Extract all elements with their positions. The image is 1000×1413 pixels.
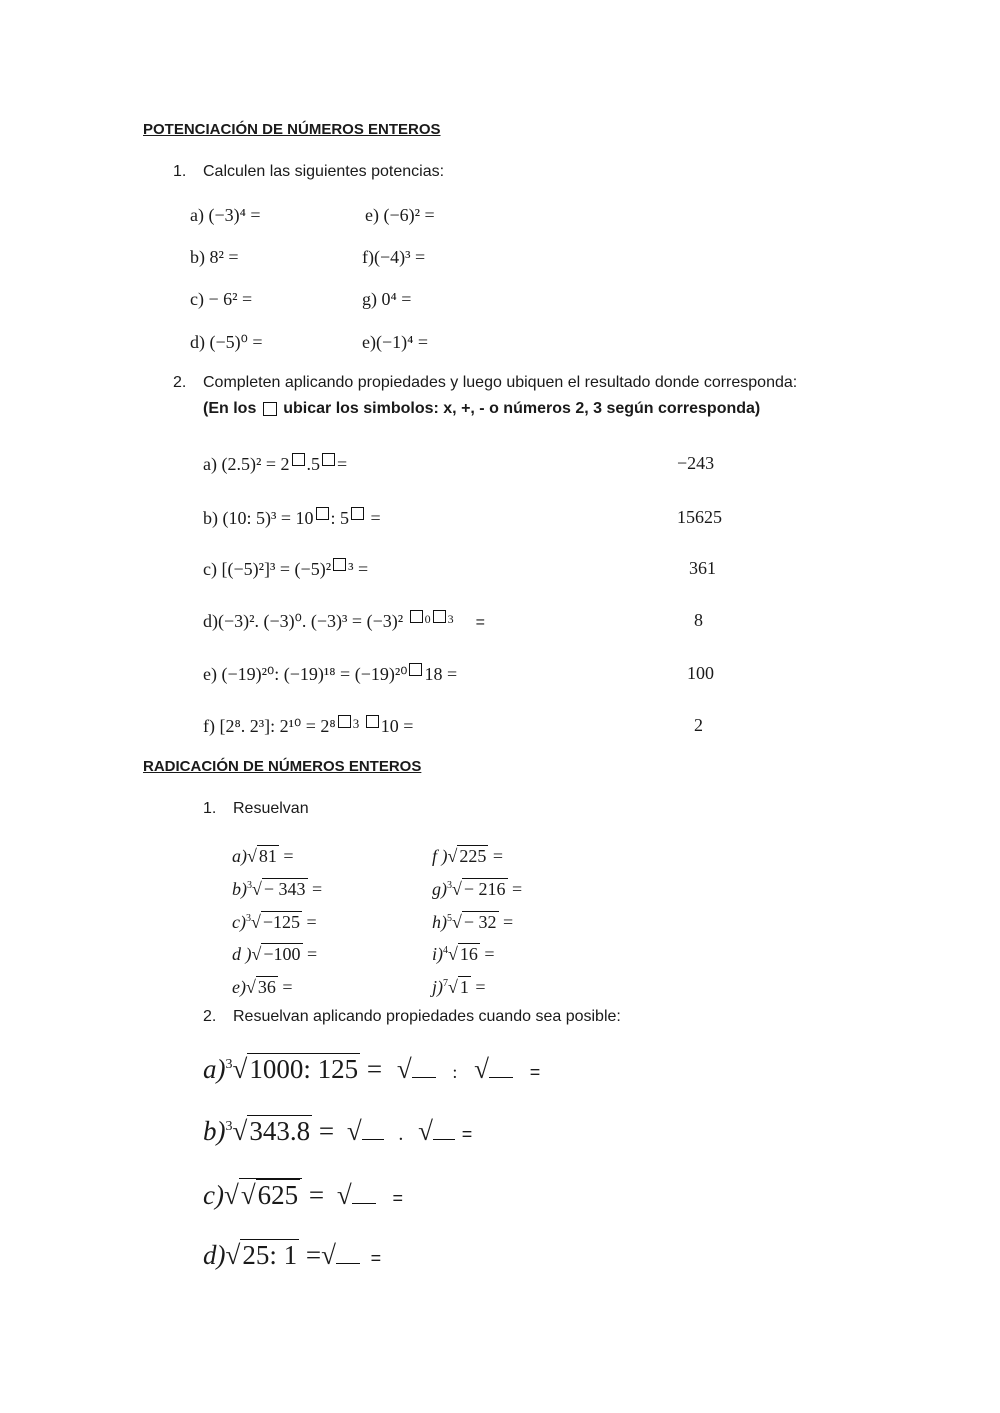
q2-item-a-lhs: a) (2.5)² = 2	[203, 454, 290, 474]
q2-item-b-mid: : 5	[330, 508, 350, 528]
q2-item-d-exp0: 0	[424, 612, 431, 626]
answer-1: −243	[677, 453, 715, 473]
root-index: 3	[245, 913, 251, 924]
blank-box[interactable]	[333, 558, 346, 571]
r1-item-i: i)$^4$√ 16 =	[432, 944, 495, 964]
root-index: 7	[443, 978, 448, 989]
q2-item-d-eq: =	[475, 614, 485, 631]
r2-text: Resuelvan aplicando propiedades cuando sea posible:	[233, 1008, 621, 1025]
q2-item-f-exp3: 3	[352, 716, 360, 731]
q2-item-b-eq: =	[366, 508, 381, 528]
q2-item-a-mid: .5	[306, 454, 321, 474]
radicand: 25: 1	[242, 1240, 298, 1270]
r1-label: c)	[232, 912, 246, 932]
section-title-radicacion: RADICACIÓN DE NÚMEROS ENTEROS	[143, 758, 422, 775]
root-index: 3	[247, 880, 252, 891]
r2-item-d: d)√25: 1 =√ =	[203, 1240, 382, 1270]
q2-item-b-lhs: b) (10: 5)³ = 10	[203, 508, 314, 528]
radicand: − 32	[463, 912, 497, 932]
r2-item-c: c)√√625 = √ =	[203, 1180, 403, 1210]
r1-item-b: b)$^3$√ − 343 =	[232, 879, 323, 899]
blank-radicand[interactable]	[412, 1077, 436, 1078]
blank-box[interactable]	[338, 715, 351, 728]
answer-5: 100	[687, 663, 714, 683]
root-index: 4	[443, 945, 448, 956]
r1-label: j)	[432, 977, 443, 997]
eq: =	[479, 944, 495, 964]
q2-number: 2.	[173, 374, 187, 391]
r1-label: h)	[432, 912, 447, 932]
end-eq: =	[461, 1124, 473, 1144]
r2-label: a)	[203, 1054, 226, 1084]
blank-box[interactable]	[409, 663, 422, 676]
radicand: 1	[459, 977, 469, 997]
blank-box[interactable]	[366, 715, 379, 728]
eq: =	[308, 1180, 325, 1210]
q2-item-e-lhs: e) (−19)²⁰: (−19)¹⁸ = (−19)²⁰	[203, 664, 408, 684]
q2-note	[203, 400, 760, 418]
answer-4: 8	[694, 610, 703, 630]
r1-item-c: c)$^3$√ −125 =	[232, 912, 317, 932]
blank-box[interactable]	[316, 507, 329, 520]
eq: =	[302, 912, 317, 932]
r2-item-b: b)$^3$√343.8 = √ . √ =	[203, 1116, 473, 1146]
radicand: 225	[459, 846, 487, 866]
r2-label: b)	[203, 1116, 226, 1146]
root-index: 3	[225, 1057, 233, 1072]
q1-item-a: a) (−3)⁴ =	[190, 205, 261, 225]
q1-text: Calculen las siguientes potencias:	[203, 163, 445, 180]
eq: =	[498, 912, 514, 932]
q2-item-f-lhs: f) [2⁸. 2³]: 2¹⁰ = 2⁸	[203, 716, 336, 736]
q1-number: 1.	[173, 163, 187, 180]
q1-item-c: c) − 6² =	[190, 289, 253, 309]
q2-text: Completen aplicando propiedades y luego ubiquen el resultado donde corresponda:	[203, 374, 798, 391]
r1-label: b)	[232, 879, 247, 899]
q2-item-c-rest: ³ =	[348, 559, 369, 579]
radicand: 16	[459, 944, 478, 964]
r1-item-g: g)$^3$√ − 216 =	[432, 879, 523, 899]
root-index: 5	[447, 913, 452, 924]
r1-item-j: j)$^7$√ 1 =	[432, 977, 486, 997]
blank-box[interactable]	[292, 453, 305, 466]
q2-item-d-lhs: d)(−3)². (−3)⁰. (−3)³ = (−3)²	[203, 611, 404, 631]
eq: =	[507, 879, 523, 899]
radicand: − 343	[263, 879, 306, 899]
r1-item-d: d )√ −100 =	[232, 944, 318, 964]
end-eq: =	[529, 1062, 541, 1082]
operator: :	[452, 1062, 458, 1082]
r2-label: d)	[203, 1240, 226, 1270]
eq: =	[318, 1116, 335, 1146]
r1-label: a)	[232, 846, 247, 866]
q2-note-post: ubicar los simbolos: x, +, - o números 2, 3 según corresponda)	[283, 400, 761, 417]
eq: =	[278, 846, 294, 866]
radicand: −125	[262, 912, 301, 932]
eq: =	[470, 977, 486, 997]
q2-item-d-exp3: 3	[447, 612, 454, 626]
q1-item-f: f)(−4)³ =	[362, 247, 426, 267]
r1-label: e)	[232, 977, 246, 997]
eq: =	[307, 879, 323, 899]
r1-label: i)	[432, 944, 443, 964]
answer-3: 361	[689, 558, 716, 578]
blank-box-icon	[263, 402, 277, 416]
r1-item-a: a)√ 81 =	[232, 846, 294, 866]
eq: =	[277, 977, 293, 997]
root-index: 3	[447, 880, 452, 891]
blank-radicand[interactable]	[336, 1263, 360, 1264]
blank-radicand[interactable]	[433, 1139, 455, 1140]
q2-item-f-rest: 10 =	[380, 716, 414, 736]
r1-text: Resuelvan	[233, 800, 309, 817]
r1-label: g)	[432, 879, 447, 899]
blank-box[interactable]	[351, 507, 364, 520]
q2-item-d	[203, 610, 485, 632]
q2-item-c-lhs: c) [(−5)²]³ = (−5)²	[203, 559, 332, 579]
r1-item-h: h)$^5$√ − 32 =	[432, 912, 514, 932]
radicand: − 216	[463, 879, 506, 899]
section-title-potenciacion: POTENCIACIÓN DE NÚMEROS ENTEROS	[143, 121, 441, 138]
q2-item-a	[203, 453, 347, 475]
radicand: 343.8	[249, 1116, 311, 1146]
radicand: 625	[257, 1180, 299, 1210]
answer-2: 15625	[677, 507, 722, 527]
q2-item-f	[203, 715, 413, 737]
radicand: 1000: 125	[249, 1054, 359, 1084]
r1-label: d )	[232, 944, 252, 964]
radicand: 36	[257, 977, 276, 997]
q2-item-e-rest: 18 =	[424, 664, 458, 684]
end-eq: =	[370, 1248, 382, 1268]
r1-number: 1.	[203, 800, 217, 817]
blank-radicand[interactable]	[352, 1203, 376, 1204]
q2-item-c	[203, 558, 368, 580]
q1-item-e2: e)(−1)⁴ =	[362, 332, 429, 352]
operator: .	[398, 1123, 404, 1145]
r1-label: f )	[432, 846, 448, 866]
blank-radicand[interactable]	[362, 1139, 384, 1140]
q2-item-a-eq: =	[337, 454, 348, 474]
blank-radicand[interactable]	[489, 1077, 513, 1078]
blank-box[interactable]	[410, 610, 423, 623]
r2-label: c)	[203, 1180, 224, 1210]
r1-item-e: e)√ 36 =	[232, 977, 293, 997]
q1-item-b: b) 8² =	[190, 247, 239, 267]
q2-note-pre: (En los	[203, 400, 257, 417]
r2-number: 2.	[203, 1008, 217, 1025]
blank-box[interactable]	[322, 453, 335, 466]
eq: =	[305, 1240, 322, 1270]
q2-item-b	[203, 507, 381, 529]
q1-item-g: g) 0⁴ =	[362, 289, 412, 309]
radicand: −100	[263, 944, 301, 964]
answer-6: 2	[694, 715, 703, 735]
root-index: 3	[225, 1119, 233, 1134]
q1-item-e: e) (−6)² =	[365, 205, 435, 225]
radicand: 81	[258, 846, 277, 866]
eq: =	[488, 846, 504, 866]
r1-item-f: f )√ 225 =	[432, 846, 504, 866]
blank-box[interactable]	[433, 610, 446, 623]
q1-item-d: d) (−5)⁰ =	[190, 332, 263, 352]
r2-item-a: a)$^3$√1000: 125 = √ : √ =	[203, 1054, 541, 1084]
eq: =	[302, 944, 318, 964]
end-eq: =	[392, 1188, 403, 1208]
q2-item-e	[203, 663, 457, 685]
eq: =	[366, 1054, 383, 1084]
